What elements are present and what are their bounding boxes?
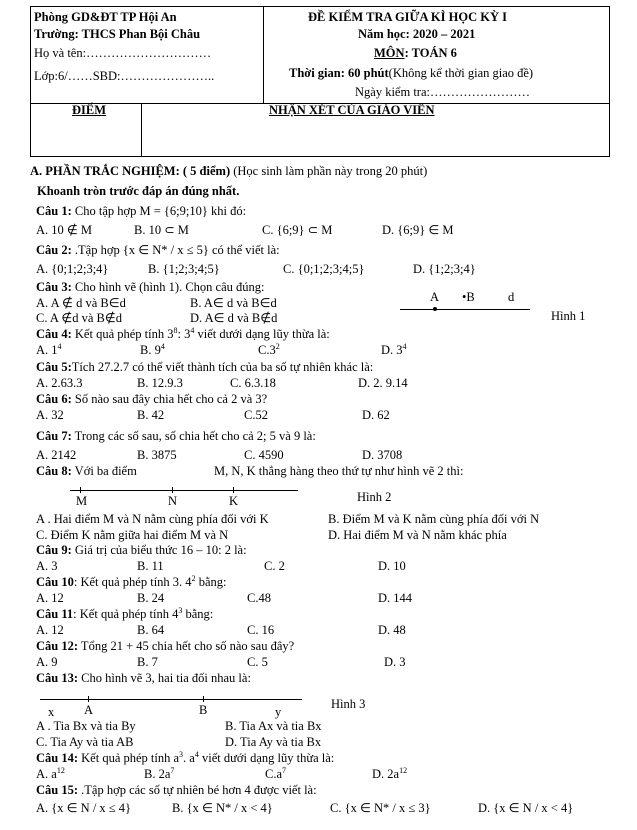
q4-option-a[interactable]: A. $1^4$ — [36, 341, 62, 357]
section-instruction: Khoanh tròn trước đáp án đúng nhất. — [37, 184, 240, 198]
q11-option-a[interactable]: A. 12 — [36, 623, 64, 637]
q12-option-a[interactable]: A. 9 — [36, 655, 58, 669]
q3-option-b[interactable]: B. A∈ d và B∈d — [190, 296, 277, 310]
q12-option-c[interactable]: C. 5 — [247, 655, 268, 669]
question-6: Câu 6: Số nào sau đây chia hết cho cả 2 và 3? — [36, 392, 268, 406]
q11-option-d[interactable]: D. 48 — [378, 623, 406, 637]
q15-option-c[interactable]: C. {x ∈ N* / x ≤ 3} — [330, 801, 431, 815]
q14-option-c[interactable]: $C.a^7$ — [265, 765, 287, 781]
q2-option-a[interactable]: A. {0;1;2;3;4} — [36, 262, 109, 276]
question-13: Câu 13: Cho hình vẽ 3, hai tia đối nhau là: — [36, 671, 251, 685]
q5-option-a[interactable]: A. 2.63.3 — [36, 376, 83, 390]
q15-option-d[interactable]: D. {x ∈ N / x < 4} — [478, 801, 574, 815]
q10-option-d[interactable]: D. 144 — [378, 591, 413, 605]
question-8: Câu 8: Với ba điểm — [36, 464, 137, 478]
exam-time: Thời gian: 60 phút(Không kể thời gian giao đề) — [289, 66, 534, 80]
q1-option-b[interactable]: B. 10 ⊂ M — [134, 223, 189, 237]
q2-option-c[interactable]: C. {0;1;2;3;4;5} — [283, 262, 365, 276]
q11-option-b[interactable]: B. 64 — [137, 623, 165, 637]
q1-option-a[interactable]: A. 10 ∉ M — [36, 223, 93, 237]
q14-option-d[interactable]: D. $2a^{12}$ — [372, 765, 408, 781]
q7-option-d[interactable]: D. 3708 — [362, 448, 403, 462]
question-3: Câu 3: Cho hình vẽ (hình 1). Chọn câu đúng: — [36, 280, 265, 294]
fig2-line — [70, 490, 298, 491]
fig3-point-b: B — [199, 703, 208, 717]
q4-option-c[interactable]: $C.3^2$ — [258, 341, 280, 357]
question-5: Câu 5:Tích 27.2.7 có thể viết thành tích của ba số tự nhiên khác là: — [36, 360, 374, 374]
school-name: Trường: THCS Phan Bội Châu — [34, 27, 201, 41]
score-label: ĐIỂM — [72, 103, 107, 117]
q7-option-b[interactable]: B. 3875 — [137, 448, 177, 462]
question-11: Câu 11: Kết quả phép tính $4^3$ bằng: — [36, 605, 214, 621]
q10-option-a[interactable]: A. 12 — [36, 591, 64, 605]
question-15: Câu 15: .Tập hợp các số tự nhiên bé hơn 4 được viết là: — [36, 783, 317, 797]
q6-option-c[interactable]: C.52 — [244, 408, 268, 422]
fig1-point-b: •B — [462, 290, 475, 304]
fig3-tick-a — [88, 696, 89, 702]
fig2-tick-k — [233, 487, 234, 493]
q13-option-a[interactable]: A . Tia Bx và tia By — [36, 719, 136, 733]
fig3-label: Hình 3 — [331, 697, 366, 711]
q9-option-d[interactable]: D. 10 — [378, 559, 406, 573]
q13-option-c[interactable]: C. Tia Ay và tia AB — [36, 735, 134, 749]
fig1-dot-a — [433, 307, 437, 311]
exam-date: Ngày kiểm tra:…………………… — [355, 85, 530, 99]
fig1-line — [400, 309, 530, 310]
exam-title: ĐỀ KIỂM TRA GIỮA KÌ HỌC KỲ I — [308, 10, 507, 24]
fig3-line — [40, 699, 302, 700]
fig3-point-x: x — [48, 705, 55, 719]
fig3-point-a: A — [84, 703, 94, 717]
q6-option-a[interactable]: A. 32 — [36, 408, 64, 422]
q3-option-a[interactable]: A. A ∉ d và B∈d — [36, 296, 126, 310]
fig2-tick-n — [172, 487, 173, 493]
dept-name: Phòng GD&ĐT TP Hội An — [34, 10, 177, 24]
q15-option-a[interactable]: A. {x ∈ N / x ≤ 4} — [36, 801, 132, 815]
q13-option-b[interactable]: B. Tia Ax và tia Bx — [225, 719, 322, 733]
fig2-tick-m — [80, 487, 81, 493]
q6-option-b[interactable]: B. 42 — [137, 408, 165, 422]
q8-option-d[interactable]: D. Hai điểm M và N nằm khác phía — [328, 528, 507, 542]
question-2: Câu 2: .Tập hợp {x ∈ N* / x ≤ 5} có thể viết là: — [36, 243, 280, 257]
subject: MÔN: TOÁN 6 — [374, 46, 457, 60]
q7-option-c[interactable]: C. 4590 — [244, 448, 284, 462]
fig3-point-y: y — [275, 705, 282, 719]
fig3-tick-b — [203, 696, 204, 702]
q7-option-a[interactable]: A. 2142 — [36, 448, 77, 462]
fig2-point-m: M — [76, 494, 88, 508]
question-1: Câu 1: Cho tập hợp M = {6;9;10} khi đó: — [36, 204, 247, 218]
q8-option-b[interactable]: B. Điểm M và K nằm cùng phía đối với N — [328, 512, 540, 526]
fig1-line-d: d — [508, 290, 515, 304]
q5-option-b[interactable]: B. 12.9.3 — [137, 376, 183, 390]
q9-option-b[interactable]: B. 11 — [137, 559, 164, 573]
q5-option-c[interactable]: C. 6.3.18 — [230, 376, 276, 390]
q13-option-d[interactable]: D. Tia Ay và tia Bx — [225, 735, 322, 749]
header-divider — [263, 7, 264, 103]
q15-option-b[interactable]: B. {x ∈ N* / x < 4} — [172, 801, 273, 815]
q9-option-a[interactable]: A. 3 — [36, 559, 58, 573]
question-14: Câu 14: Kết quả phép tính $a^3$. $a^4$ viết dưới dạng lũy thừa là: — [36, 749, 335, 765]
question-10: Câu 10: Kết quả phép tính 3. $4^2$ bằng: — [36, 573, 227, 589]
score-divider — [141, 103, 142, 157]
q8-option-a[interactable]: A . Hai điểm M và N nằm cùng phía đối với K — [36, 512, 269, 526]
q2-option-b[interactable]: B. {1;2;3;4;5} — [148, 262, 220, 276]
school-year: Năm học: 2020 – 2021 — [358, 27, 476, 41]
q10-option-b[interactable]: B. 24 — [137, 591, 165, 605]
q10-option-c[interactable]: C.48 — [247, 591, 271, 605]
q1-option-d[interactable]: D. {6;9} ∈ M — [382, 223, 454, 237]
q9-option-c[interactable]: C. 2 — [264, 559, 285, 573]
fig2-point-n: N — [168, 494, 178, 508]
q11-option-c[interactable]: C. 16 — [247, 623, 275, 637]
fig2-label: Hình 2 — [357, 490, 392, 504]
class-sbd-field[interactable]: Lớp:6/……SBD:………………….. — [34, 69, 215, 83]
q4-option-d[interactable]: D. $3^4$ — [381, 341, 407, 357]
q5-option-d[interactable]: D. 2. 9.14 — [358, 376, 408, 390]
teacher-comment-label: NHẬN XÉT CỦA GIÁO VIÊN — [269, 103, 435, 117]
q4-option-b[interactable]: B. $9^4$ — [140, 341, 165, 357]
q12-option-b[interactable]: B. 7 — [137, 655, 158, 669]
question-8-cont: M, N, K thẳng hàng theo thứ tự như hình vẽ 2 thì: — [214, 464, 464, 478]
question-9: Câu 9: Giá trị của biểu thức 16 – 10: 2 là: — [36, 543, 247, 557]
section-title: A. PHẦN TRẮC NGHIỆM: ( 5 điểm) (Học sinh làm phần này trong 20 phút) — [30, 164, 428, 178]
student-name-field[interactable]: Họ và tên:………………………… — [34, 46, 212, 60]
fig1-label: Hình 1 — [551, 309, 586, 323]
fig2-point-k: K — [229, 494, 239, 508]
question-12: Câu 12: Tổng 21 + 45 chia hết cho số nào sau đây? — [36, 639, 295, 653]
q1-option-c[interactable]: C. {6;9} ⊂ M — [262, 223, 333, 237]
q14-option-a[interactable]: A. $a^{12}$ — [36, 765, 65, 781]
fig1-point-a: A — [430, 290, 440, 304]
q8-option-c[interactable]: C. Điểm K nằm giữa hai điểm M và N — [36, 528, 229, 542]
q2-option-d[interactable]: D. {1;2;3;4} — [413, 262, 476, 276]
question-4: Câu 4: Kết quả phép tính $3^8$: $3^4$ viết dưới dạng lũy thừa là: — [36, 325, 330, 341]
q12-option-d[interactable]: D. 3 — [384, 655, 406, 669]
q6-option-d[interactable]: D. 62 — [362, 408, 390, 422]
q3-option-d[interactable]: D. A∈ d và B∉d — [190, 311, 278, 325]
q3-option-c[interactable]: C. A ∉d và B∉d — [36, 311, 123, 325]
q14-option-b[interactable]: B. $2a^7$ — [144, 765, 175, 781]
question-7: Câu 7: Trong các số sau, số chia hết cho cả 2; 5 và 9 là: — [36, 429, 316, 443]
